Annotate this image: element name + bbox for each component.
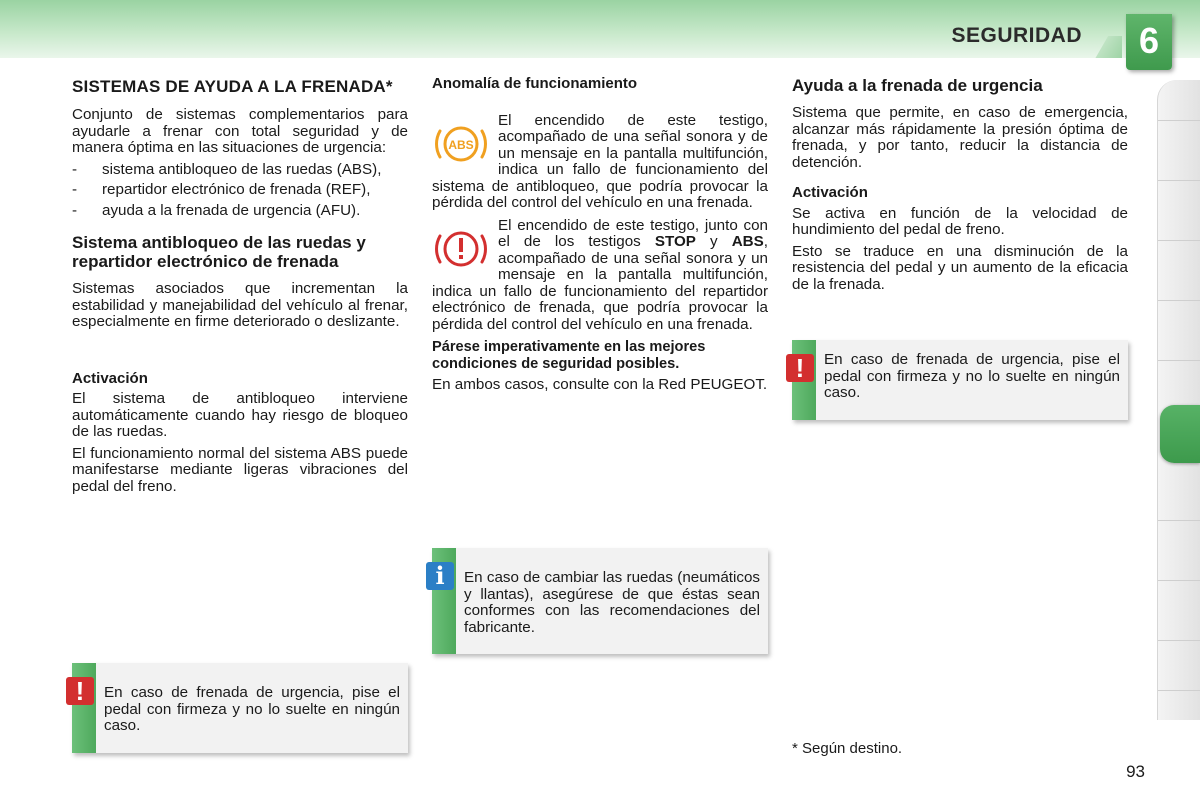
footnote: * Según destino.	[792, 740, 903, 757]
important-instruction: Párese imperativamente en las mejores condiciones de seguridad posibles.	[432, 339, 706, 372]
contact-paragraph: En ambos casos, consulte con la Red PEUGEOT.	[432, 376, 768, 393]
brake-warning-paragraph: El encendido de este testigo, junto con el de los testigos STOP y ABS, acompañado de una señal sonora y un mensaje en la pantalla multifunción, indica un fallo de funcionamiento del repartidor electrónico de frenada, que podría provocar la pérdida del control del vehículo en una frenada.	[432, 216, 768, 333]
header-decoration	[1086, 36, 1122, 58]
warning-icon: !	[786, 354, 814, 382]
abs-warning-paragraph: ABS El encendido de este testigo, acompañado de una señal sonora y de un mensaje en la pantalla multifunción, indica un fallo de funcionamiento del sistema de antibloqueo, que podría provocar la pérdida del control del vehículo en una frenada.	[432, 111, 768, 211]
side-navigation-rail	[1157, 80, 1200, 720]
list-item: - ayuda a la frenada de urgencia (AFU).	[72, 201, 361, 219]
malfunction-heading: Anomalía de funcionamiento	[432, 75, 638, 92]
intro-paragraph: Conjunto de sistemas complementarios para ayudarle a frenar con total seguridad y de manera óptima en las situaciones de urgencia:	[72, 106, 408, 156]
abs-icon-label: ABS	[448, 137, 474, 152]
warning-icon: !	[66, 677, 94, 705]
column-left	[72, 76, 408, 500]
systems-list	[72, 162, 408, 220]
rail-divider	[1158, 640, 1200, 641]
list-item: - sistema antibloqueo de las ruedas (ABS),	[72, 160, 382, 178]
activation-heading: Activación	[792, 184, 868, 201]
rail-divider	[1158, 520, 1200, 521]
side-tab-active-chapter[interactable]	[1160, 405, 1200, 463]
chapter-number: 6	[1138, 20, 1160, 61]
rail-divider	[1158, 360, 1200, 361]
warning-note	[72, 663, 408, 753]
activation-paragraph: Se activa en función de la velocidad de hundimiento del pedal de freno.	[792, 204, 1128, 238]
activation-paragraph: Esto se traduce en una disminución de la resistencia del pedal y un aumento de la eficacia de la frenada.	[792, 242, 1128, 293]
page-number: 93	[1126, 762, 1145, 781]
info-icon: i	[426, 562, 454, 590]
activation-heading: Activación	[72, 369, 148, 387]
brake-warning-light-icon	[430, 218, 492, 280]
rail-divider	[1158, 580, 1200, 581]
note-text: En caso de cambiar las ruedas (neumáticos y llantas), asegúrese de que éstas sean conformes con las recomendaciones del fabricante.	[464, 569, 760, 636]
main-heading: SISTEMAS DE AYUDA A LA FRENADA*	[72, 77, 393, 96]
note-text: En caso de frenada de urgencia, pise el pedal con firmeza y no lo suelte en ningún caso.	[104, 684, 400, 734]
info-note	[432, 548, 768, 654]
section-title: SEGURIDAD	[951, 24, 1082, 47]
abs-warning-light-icon	[430, 113, 492, 175]
rail-divider	[1158, 690, 1200, 691]
rail-divider	[1158, 180, 1200, 181]
abs-ref-heading: Sistema antibloqueo de las ruedas y repartidor electrónico de frenada	[72, 233, 366, 271]
column-right	[792, 76, 1128, 298]
emergency-brake-heading: Ayuda a la frenada de urgencia	[792, 76, 1043, 95]
list-item: - repartidor electrónico de frenada (REF),	[72, 181, 371, 198]
abs-ref-paragraph: Sistemas asociados que incrementan la estabilidad y manejabilidad del vehículo al frenar, especialmente en firme deteriorado o deslizante.	[72, 280, 408, 330]
note-text: En caso de frenada de urgencia, pise el pedal con firmeza y no lo suelte en ningún caso.	[824, 351, 1120, 401]
activation-paragraph: El sistema de antibloqueo interviene automáticamente cuando hay riesgo de bloqueo de las ruedas.	[72, 390, 408, 440]
warning-note	[792, 340, 1128, 420]
rail-divider	[1158, 240, 1200, 241]
chapter-tab[interactable]	[1126, 14, 1172, 70]
rail-divider	[1158, 300, 1200, 301]
emergency-brake-intro: Sistema que permite, en caso de emergencia, alcanzar más rápidamente la presión óptima de frenada, y por tanto, reducir la distancia de detención.	[792, 104, 1128, 171]
rail-divider	[1158, 120, 1200, 121]
column-middle	[432, 76, 768, 399]
activation-paragraph: El funcionamiento normal del sistema ABS puede manifestarse mediante ligeras vibraciones del pedal del freno.	[72, 444, 408, 495]
